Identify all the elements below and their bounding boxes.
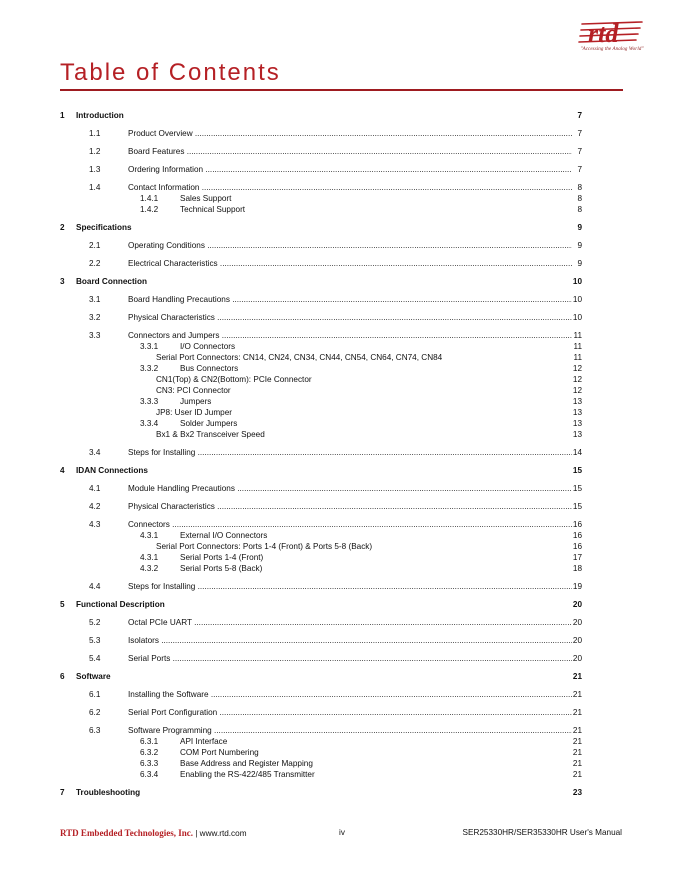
toc-page-number: 21: [572, 737, 582, 746]
toc-subsection-number: 1.2: [89, 147, 101, 156]
toc-subsection-number: 2.2: [89, 259, 101, 268]
toc-entry[interactable]: [60, 128, 582, 139]
toc-entry[interactable]: [60, 352, 582, 363]
toc-page-number: 11: [573, 342, 582, 351]
toc-subsection-title: Module Handling Precautions .....: [128, 483, 572, 494]
title-divider: [60, 89, 623, 91]
toc-item-title: CN3: PCI Connector: [156, 386, 231, 395]
toc-subsubsection-title: API Interface: [180, 737, 228, 746]
toc-entry[interactable]: [60, 374, 582, 385]
toc-page-number: 17: [572, 553, 582, 562]
toc-entry[interactable]: [60, 363, 582, 374]
toc-entry[interactable]: [60, 294, 582, 305]
toc-page-number: 10: [572, 277, 582, 286]
toc-page-number: 7: [577, 147, 582, 156]
toc-entry[interactable]: [60, 193, 582, 204]
footer-company: RTD Embedded Technologies, Inc.: [60, 828, 193, 838]
logo-wordmark: rtd: [588, 19, 619, 48]
toc-subsubsection-number: 6.3.4: [140, 770, 159, 779]
toc-item-title: Serial Port Connectors: Ports 1-4 (Front) & Ports 5-8 (Back): [156, 542, 373, 551]
toc-page-number: 7: [577, 165, 582, 174]
toc-entry[interactable]: [60, 407, 582, 418]
toc-entry[interactable]: [60, 552, 582, 563]
toc-entry[interactable]: [60, 276, 582, 287]
toc-page-number: 12: [572, 364, 582, 373]
toc-subsubsection-title: Serial Ports 1-4 (Front): [180, 553, 264, 562]
toc-subsection-number: 3.3: [89, 331, 101, 340]
toc-subsection-number: 6.1: [89, 690, 101, 699]
toc-subsubsection-number: 3.3.3: [140, 397, 159, 406]
toc-entry[interactable]: [60, 736, 582, 747]
toc-section-title: IDAN Connections: [76, 466, 148, 475]
toc-page-number: 20: [572, 600, 582, 609]
footer-manual-title: SER25330HR/SER35330HR User's Manual: [462, 828, 622, 837]
page-title: Table of Contents: [60, 59, 281, 86]
toc-subsubsection-title: Solder Jumpers: [180, 419, 238, 428]
toc-subsubsection-title: Bus Connectors: [180, 364, 239, 373]
toc-subsection-number: 2.1: [89, 241, 101, 250]
toc-subsection-number: 4.1: [89, 484, 101, 493]
toc-entry[interactable]: [60, 671, 582, 682]
toc-subsection-title: Board Features .....: [128, 146, 572, 157]
toc-entry[interactable]: [60, 182, 582, 193]
toc-subsection-number: 1.4: [89, 183, 101, 192]
toc-section-title: Specifications: [76, 223, 132, 232]
toc-subsubsection-number: 1.4.1: [140, 194, 159, 203]
toc-subsubsection-title: External I/O Connectors: [180, 531, 268, 540]
footer-page-number: iv: [339, 828, 345, 837]
toc-page-number: 21: [572, 759, 582, 768]
toc-subsubsection-number: 6.3.3: [140, 759, 159, 768]
toc-subsection-number: 3.4: [89, 448, 101, 457]
toc-entry[interactable]: [60, 563, 582, 574]
toc-subsubsection-number: 1.4.2: [140, 205, 159, 214]
toc-page-number: 13: [572, 408, 582, 417]
toc-subsection-title: Isolators .....: [128, 635, 572, 646]
toc-subsection-number: 5.4: [89, 654, 101, 663]
toc-entry[interactable]: [60, 396, 582, 407]
toc-section-number: 3: [60, 277, 65, 286]
toc-subsubsection-number: 3.3.4: [140, 419, 159, 428]
toc-subsubsection-title: Base Address and Register Mapping: [180, 759, 313, 768]
toc-subsection-title: Steps for Installing .....: [128, 447, 572, 458]
toc-subsubsection-title: COM Port Numbering: [180, 748, 259, 757]
toc-page-number: 11: [573, 331, 582, 340]
toc-entry[interactable]: [60, 541, 582, 552]
toc-entry[interactable]: [60, 519, 582, 530]
toc-subsection-title: Operating Conditions .....: [128, 240, 572, 251]
toc-page-number: 13: [572, 430, 582, 439]
toc-item-title: Serial Port Connectors: CN14, CN24, CN34, CN44, CN54, CN64, CN74, CN84: [156, 353, 443, 362]
toc-subsubsection-number: 4.3.2: [140, 564, 159, 573]
toc-page-number: 16: [572, 520, 582, 529]
toc-page-number: 21: [572, 672, 582, 681]
toc-section-number: 7: [60, 788, 65, 797]
toc-subsection-title: Octal PCIe UART .....: [128, 617, 572, 628]
toc-entry[interactable]: [60, 653, 582, 664]
toc-section-number: 1: [60, 111, 65, 120]
toc-subsection-number: 4.2: [89, 502, 101, 511]
toc-page-number: 13: [572, 419, 582, 428]
toc-page-number: 21: [572, 770, 582, 779]
toc-page-number: 20: [572, 654, 582, 663]
toc-subsection-number: 5.2: [89, 618, 101, 627]
toc-subsubsection-title: Serial Ports 5-8 (Back): [180, 564, 263, 573]
toc-page-number: 18: [572, 564, 582, 573]
toc-entry[interactable]: [60, 747, 582, 758]
toc-page-number: 8: [577, 205, 582, 214]
toc-entry[interactable]: [60, 146, 582, 157]
toc-entry[interactable]: [60, 707, 582, 718]
toc-subsection-title: Serial Port Configuration .....: [128, 707, 572, 718]
toc-subsubsection-title: I/O Connectors: [180, 342, 236, 351]
toc-subsection-title: Electrical Characteristics .....: [128, 258, 572, 269]
toc-page-number: 20: [572, 618, 582, 627]
toc-subsection-number: 3.2: [89, 313, 101, 322]
toc-entry[interactable]: [60, 465, 582, 476]
toc-entry[interactable]: [60, 341, 582, 352]
toc-subsubsection-title: Jumpers: [180, 397, 212, 406]
footer-website-link[interactable]: www.rtd.com: [199, 829, 247, 838]
toc-item-title: CN1(Top) & CN2(Bottom): PCIe Connector: [156, 375, 312, 384]
toc-subsection-number: 4.3: [89, 520, 101, 529]
toc-subsection-title: Contact Information .....: [128, 182, 572, 193]
toc-section-number: 5: [60, 600, 65, 609]
toc-subsubsection-number: 6.3.1: [140, 737, 159, 746]
toc-entry[interactable]: [60, 418, 582, 429]
toc-entry[interactable]: [60, 204, 582, 215]
toc-section-number: 2: [60, 223, 65, 232]
table-of-contents: [60, 110, 582, 798]
toc-page-number: 10: [572, 313, 582, 322]
toc-entry[interactable]: [60, 725, 582, 736]
toc-page-number: 7: [577, 111, 582, 120]
toc-entry[interactable]: [60, 447, 582, 458]
toc-entry[interactable]: [60, 635, 582, 646]
toc-page-number: 21: [572, 748, 582, 757]
logo-tagline: "Accessing the Analog World": [580, 47, 644, 52]
toc-section-title: Board Connection: [76, 277, 147, 286]
toc-page-number: 21: [572, 726, 582, 735]
toc-entry[interactable]: [60, 501, 582, 512]
toc-page-number: 12: [572, 375, 582, 384]
toc-page-number: 14: [572, 448, 582, 457]
footer-separator: |: [192, 829, 200, 838]
toc-page-number: 23: [572, 788, 582, 797]
toc-page-number: 9: [577, 259, 582, 268]
toc-subsection-title: Product Overview .....: [128, 128, 572, 139]
toc-entry[interactable]: [60, 258, 582, 269]
toc-subsection-number: 5.3: [89, 636, 101, 645]
toc-page-number: 15: [572, 502, 582, 511]
toc-subsubsection-number: 6.3.2: [140, 748, 159, 757]
toc-entry[interactable]: [60, 240, 582, 251]
toc-section-number: 4: [60, 466, 65, 475]
toc-page-number: 7: [577, 129, 582, 138]
toc-page-number: 20: [572, 636, 582, 645]
toc-section-number: 6: [60, 672, 65, 681]
toc-subsection-number: 6.2: [89, 708, 101, 717]
toc-entry[interactable]: [60, 599, 582, 610]
toc-subsubsection-number: 3.3.2: [140, 364, 159, 373]
toc-subsubsection-number: 4.3.1: [140, 553, 159, 562]
toc-page-number: 8: [577, 183, 582, 192]
toc-subsection-title: Serial Ports .....: [128, 653, 572, 664]
toc-subsection-title: Physical Characteristics .....: [128, 501, 572, 512]
toc-entry[interactable]: [60, 330, 582, 341]
toc-page-number: 13: [572, 397, 582, 406]
toc-item-title: JP8: User ID Jumper: [156, 408, 232, 417]
toc-entry[interactable]: [60, 483, 582, 494]
toc-section-title: Introduction: [76, 111, 124, 120]
toc-subsubsection-number: 3.3.1: [140, 342, 159, 351]
toc-subsection-number: 6.3: [89, 726, 101, 735]
toc-subsection-title: Installing the Software .....: [128, 689, 572, 700]
toc-subsection-number: 4.4: [89, 582, 101, 591]
toc-page-number: 15: [572, 484, 582, 493]
toc-subsection-title: Connectors .....: [128, 519, 572, 530]
toc-page-number: 15: [572, 466, 582, 475]
toc-entry[interactable]: [60, 758, 582, 769]
toc-subsection-title: Ordering Information .....: [128, 164, 572, 175]
toc-subsection-number: 3.1: [89, 295, 101, 304]
toc-subsection-title: Software Programming .....: [128, 725, 572, 736]
toc-subsection-number: 1.3: [89, 165, 101, 174]
toc-subsection-title: Physical Characteristics .....: [128, 312, 572, 323]
toc-section-title: Software: [76, 672, 111, 681]
toc-page-number: 16: [572, 542, 582, 551]
toc-subsection-title: Connectors and Jumpers .....: [128, 330, 572, 341]
toc-page-number: 21: [572, 690, 582, 699]
toc-page-number: 19: [572, 582, 582, 591]
toc-entry[interactable]: [60, 581, 582, 592]
toc-entry[interactable]: [60, 222, 582, 233]
toc-subsection-number: 1.1: [89, 129, 101, 138]
toc-subsubsection-title: Enabling the RS-422/485 Transmitter: [180, 770, 315, 779]
toc-entry[interactable]: [60, 689, 582, 700]
toc-entry[interactable]: [60, 769, 582, 780]
toc-item-title: Bx1 & Bx2 Transceiver Speed: [156, 430, 265, 439]
toc-entry[interactable]: [60, 312, 582, 323]
toc-subsubsection-number: 4.3.1: [140, 531, 159, 540]
toc-page-number: 16: [572, 531, 582, 540]
rtd-logo: [578, 18, 646, 58]
toc-entry[interactable]: [60, 530, 582, 541]
toc-entry[interactable]: [60, 787, 582, 798]
toc-subsection-title: Board Handling Precautions .....: [128, 294, 572, 305]
toc-page-number: 10: [572, 295, 582, 304]
toc-page-number: 9: [577, 241, 582, 250]
toc-subsubsection-title: Sales Support: [180, 194, 232, 203]
toc-section-title: Functional Description: [76, 600, 165, 609]
toc-entry[interactable]: [60, 110, 582, 121]
toc-subsection-title: Steps for Installing .....: [128, 581, 572, 592]
toc-subsubsection-title: Technical Support: [180, 205, 246, 214]
toc-entry[interactable]: [60, 429, 582, 440]
toc-page-number: 8: [577, 194, 582, 203]
toc-page-number: 12: [572, 386, 582, 395]
toc-entry[interactable]: [60, 164, 582, 175]
toc-entry[interactable]: [60, 617, 582, 628]
toc-section-title: Troubleshooting: [76, 788, 141, 797]
toc-page-number: 9: [577, 223, 582, 232]
toc-entry[interactable]: [60, 385, 582, 396]
toc-page-number: 21: [572, 708, 582, 717]
toc-page-number: 11: [573, 353, 582, 362]
